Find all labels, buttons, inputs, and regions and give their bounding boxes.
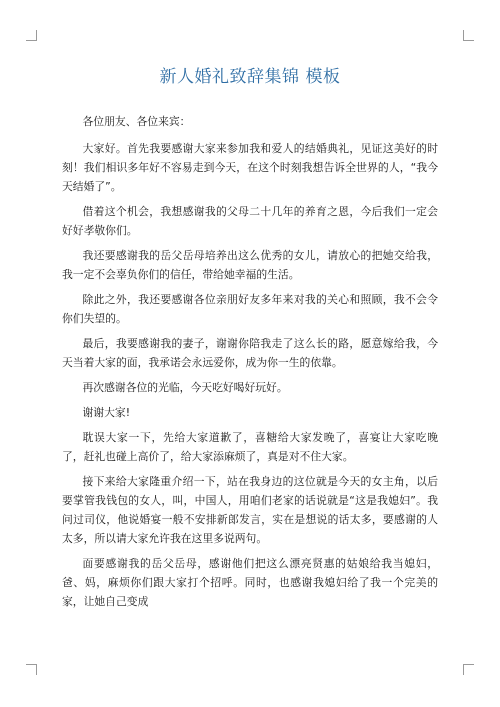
greeting-line: 各位朋友、各位来宾：: [82, 115, 191, 128]
paragraph: 除此之外，我还要感谢各位亲朋好友多年来对我的关心和照顾，我不会令你们失望的。: [62, 293, 438, 325]
paragraph: 耽误大家一下，先给大家道歉了，喜糖给大家发晚了，喜宴让大家吃晚了，赶礼也碰上高价了，给大家添麻烦了，真是对不住大家。: [62, 431, 438, 463]
paragraph: 借着这个机会，我想感谢我的父母二十几年的养育之恩，今后我们一定会好好孝敬你们。: [62, 205, 438, 237]
paragraph: 接下来给大家隆重介绍一下，站在我身边的这位就是今天的女主角，以后要掌管我钱包的女人，叫，中国人，用咱们老家的话说就是“这是我媳妇”。我问过司仪，他说婚宴一般不安排新郎发言，实在是想说的话太多，要感谢的人太多，所以请大家允许我在这里多说两句。: [62, 475, 438, 545]
crop-mark-bottom-right: [463, 664, 474, 675]
crop-mark-top-right: [463, 30, 474, 41]
crop-mark-bottom-left: [26, 664, 37, 675]
crop-mark-top-left: [26, 30, 37, 41]
paragraph: 谢谢大家!: [82, 406, 131, 419]
document-body: [62, 112, 438, 617]
paragraph: 大家好。首先我要感谢大家来参加我和爱人的结婚典礼，见证这美好的时刻！我们相识多年好不容易走到今天，在这个时刻我想告诉全世界的人，“我今天结婚了”。: [62, 142, 438, 193]
paragraph: 面要感谢我的岳父岳母，感谢他们把这么漂亮贤惠的姑娘给我当媳妇，爸、妈，麻烦你们跟大家打个招呼。同时，也感谢我媳妇给了我一个完美的家，让她自己变成: [62, 557, 438, 608]
paragraph: 我还要感谢我的岳父岳母培养出这么优秀的女儿，请放心的把她交给我，我一定不会辜负你们的信任，带给她幸福的生活。: [62, 249, 438, 281]
paragraph: 最后，我要感谢我的妻子，谢谢你陪我走了这么长的路，愿意嫁给我，今天当着大家的面，我承诺会永远爱你，成为你一生的依靠。: [62, 337, 438, 369]
document-title: 新人婚礼致辞集锦 模板: [159, 67, 341, 87]
paragraph: 再次感谢各位的光临，今天吃好喝好玩好。: [82, 381, 288, 394]
